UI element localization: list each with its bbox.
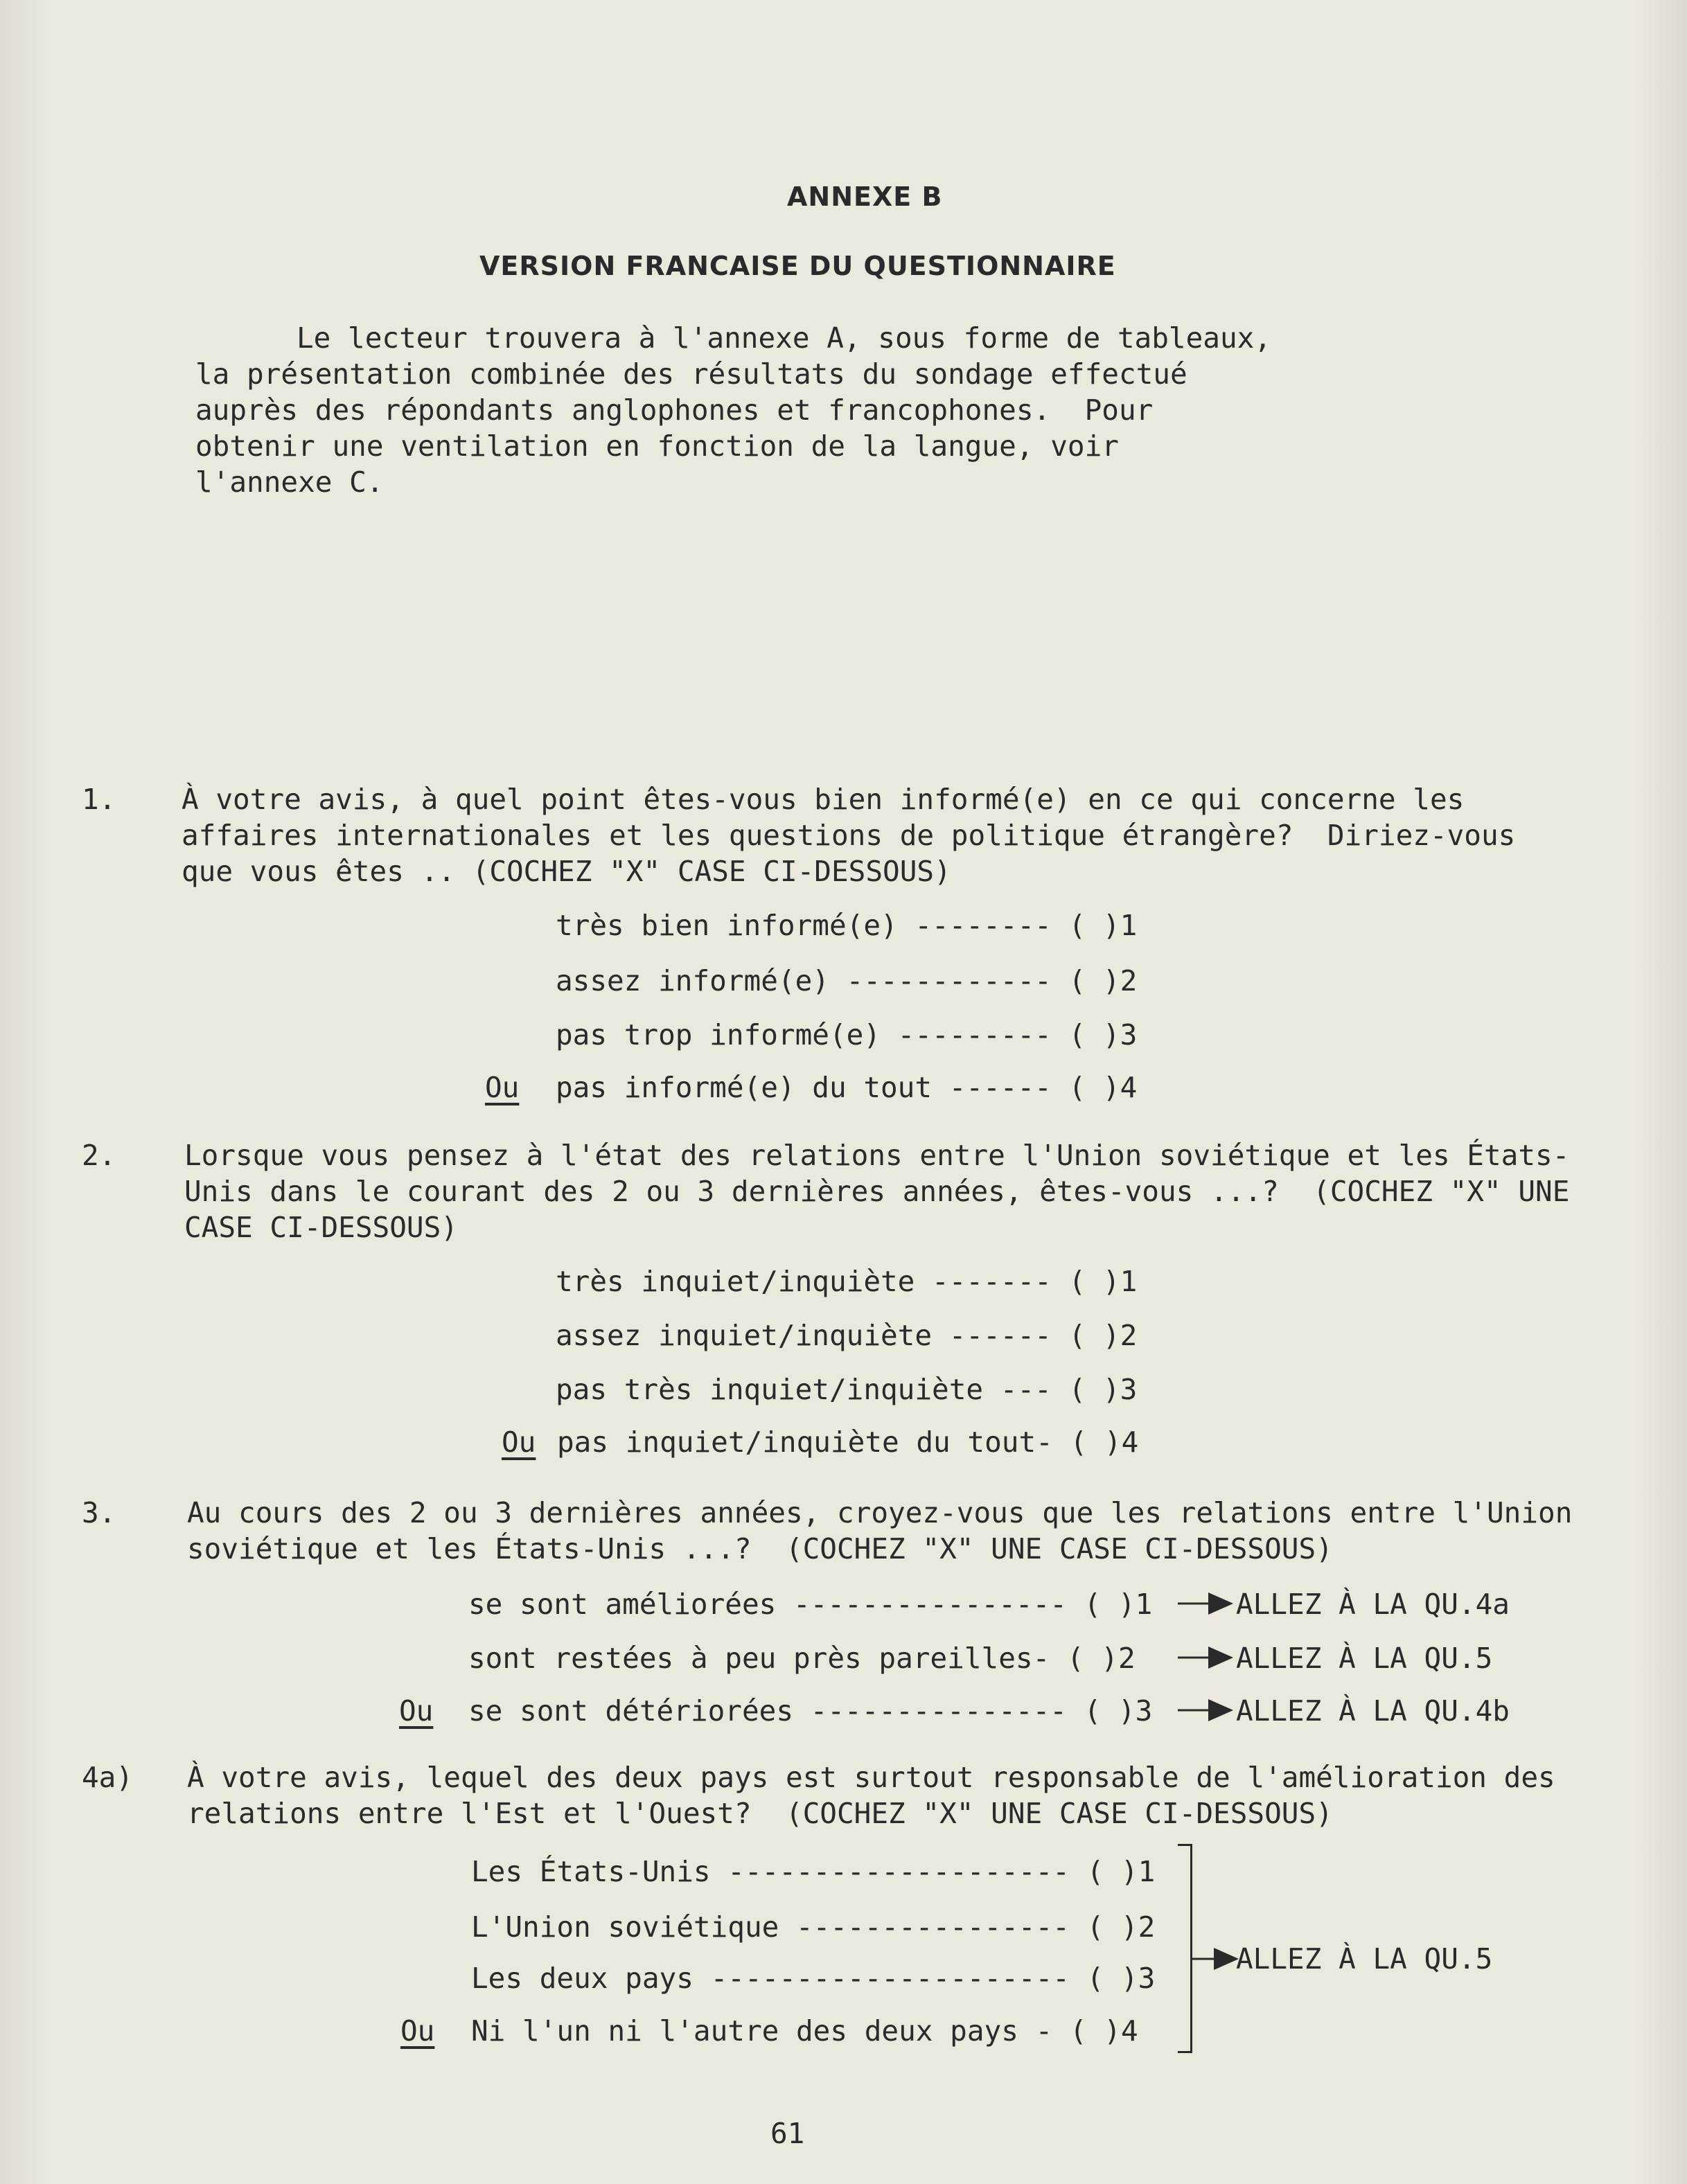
answer-option: pas informé(e) du tout ------ ( )4 [556, 1071, 1138, 1104]
question-text-line: relations entre l'Est et l'Ouest? (COCHEZ "X" UNE CASE CI-DESSOUS) [187, 1797, 1333, 1830]
question-text-line: À votre avis, à quel point êtes-vous bien informé(e) en ce qui concerne les [182, 783, 1465, 816]
answer-option: sont restées à peu près pareilles- ( )2 [468, 1642, 1136, 1675]
answer-option: se sont détériorées --------------- ( )3 [468, 1694, 1153, 1728]
intro-line: Le lecteur trouvera à l'annexe A, sous forme de tableaux, [297, 321, 1271, 355]
question-text-line: que vous êtes .. (COCHEZ "X" CASE CI-DESSOUS) [182, 855, 951, 888]
question-number: 2. [82, 1139, 116, 1172]
question-text-line: soviétique et les États-Unis ...? (COCHEZ "X" UNE CASE CI-DESSOUS) [187, 1532, 1333, 1565]
answer-option: Les deux pays --------------------- ( )3 [471, 1962, 1156, 1995]
skip-instruction: ALLEZ À LA QU.4b [1236, 1694, 1510, 1728]
answer-option: assez inquiet/inquiète ------ ( )2 [556, 1319, 1138, 1352]
arrow-right-icon [1178, 1645, 1235, 1670]
question-text-line: Lorsque vous pensez à l'état des relations entre l'Union soviétique et les États- [184, 1139, 1570, 1172]
answer-option: L'Union soviétique ---------------- ( )2 [471, 1910, 1156, 1944]
page-number: 61 [770, 2117, 805, 2150]
answer-option: pas très inquiet/inquiète --- ( )3 [556, 1373, 1138, 1406]
intro-line: auprès des répondants anglophones et francophones. Pour [195, 393, 1154, 427]
intro-line: la présentation combinée des résultats du sondage effectué [195, 357, 1187, 391]
ou-label: Ou [485, 1071, 520, 1104]
skip-instruction: ALLEZ À LA QU.4a [1236, 1588, 1510, 1621]
skip-instruction: ALLEZ À LA QU.5 [1236, 1642, 1493, 1675]
answer-option: se sont améliorées ---------------- ( )1 [468, 1588, 1153, 1621]
question-number: 4a) [82, 1761, 134, 1794]
intro-line: obtenir une ventilation en fonction de la langue, voir [195, 429, 1119, 463]
answer-option: Ni l'un ni l'autre des deux pays - ( )4 [471, 2014, 1138, 2048]
answer-option: assez informé(e) ------------ ( )2 [556, 964, 1138, 997]
annex-subtitle: VERSION FRANCAISE DU QUESTIONNAIRE [479, 251, 1116, 281]
answer-option: très bien informé(e) -------- ( )1 [556, 909, 1138, 942]
arrow-right-icon [1178, 1591, 1235, 1616]
question-text-line: Au cours des 2 ou 3 dernières années, croyez-vous que les relations entre l'Union [187, 1496, 1573, 1529]
show-through-text [159, 104, 1377, 136]
annex-title: ANNEXE B [787, 181, 943, 212]
arrow-right-icon [1178, 1698, 1235, 1723]
answer-option: pas trop informé(e) --------- ( )3 [556, 1018, 1138, 1051]
skip-instruction: ALLEZ À LA QU.5 [1236, 1942, 1493, 1976]
answer-option: Les États-Unis -------------------- ( )1 [471, 1855, 1156, 1888]
question-number: 3. [82, 1496, 116, 1529]
question-text-line: À votre avis, lequel des deux pays est surtout responsable de l'amélioration des [187, 1761, 1555, 1794]
ou-label: Ou [400, 2014, 435, 2048]
ou-label: Ou [399, 1694, 434, 1728]
intro-line: l'annexe C. [195, 465, 384, 499]
answer-option: pas inquiet/inquiète du tout- ( )4 [557, 1426, 1139, 1459]
question-text-line: Unis dans le courant des 2 ou 3 dernières années, êtes-vous ...? (COCHEZ "X" UNE [184, 1175, 1570, 1208]
answer-option: très inquiet/inquiète ------- ( )1 [556, 1265, 1138, 1298]
ou-label: Ou [502, 1426, 536, 1459]
question-text-line: CASE CI-DESSOUS) [184, 1211, 458, 1244]
question-text-line: affaires internationales et les questions de politique étrangère? Diriez-vous [182, 819, 1516, 852]
question-number: 1. [82, 783, 116, 816]
